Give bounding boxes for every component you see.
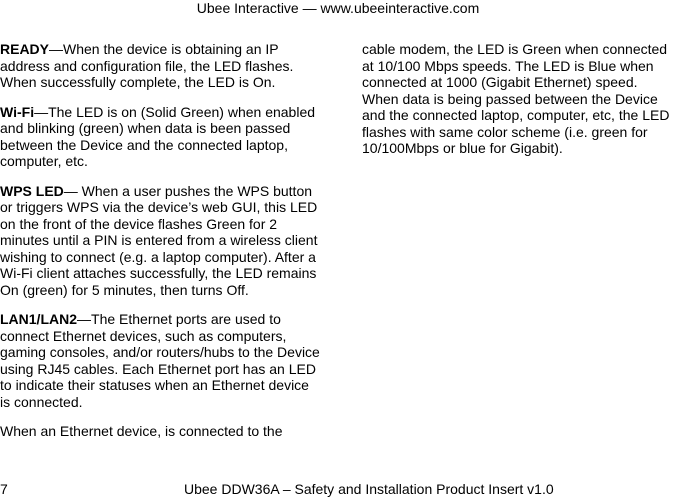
- lan-description: —The Ethernet ports are used to connect Ethernet devices, such as computers, gaming consoles, and/or routers/hubs to the Device using RJ45 cables. Each Ethernet port has an LED to indicate their statuses when an Ethernet device is connected.: [0, 311, 320, 410]
- wifi-description: —The LED is on (Solid Green) when enabled and blinking (green) when data is been passed between the Device and the connected laptop, computer, etc.: [0, 103, 316, 169]
- wps-paragraph: [0, 183, 322, 299]
- wifi-paragraph: [0, 104, 322, 170]
- ready-paragraph: [0, 41, 322, 91]
- ethernet-intro-paragraph: When an Ethernet device, is connected to the: [0, 423, 283, 439]
- wifi-term: Wi-Fi: [0, 103, 35, 120]
- wps-description: — When a user pushes the WPS button or triggers WPS via the device’s web GUI, this LED on the front of the device flashes Green for 2 minutes until a PIN is entered from a wireless client wishing to connect (e.g. a laptop computer). After a Wi-Fi client attaches successfully, the LED remains On (green) for 5 minutes, then turns Off.: [0, 182, 318, 298]
- lan-paragraph: [0, 311, 322, 410]
- right-column: [362, 41, 676, 170]
- ready-description: —When the device is obtaining an IP address and configuration file, the LED flashes. When successfully complete, the LED is On.: [0, 41, 294, 90]
- ethernet-continued-paragraph: cable modem, the LED is Green when connected at 10/100 Mbps speeds. The LED is Blue when connected at 1000 (Gigabit Ethernet) speed. When data is being passed between the Device and the connected laptop, computer, etc, the LED flashes with same color scheme (i.e. green for 10/100Mbps or blue for Gigabit).: [362, 41, 670, 156]
- page-footer: [0, 481, 676, 497]
- page-header: Ubee Interactive — www.ubeeinteractive.com: [196, 0, 480, 16]
- page-number: 7: [0, 481, 8, 497]
- wps-term: WPS LED: [0, 182, 64, 199]
- ready-term: READY: [0, 41, 50, 57]
- footer-title: Ubee DDW36A – Safety and Installation Product Insert v1.0: [184, 481, 554, 497]
- lan-term: LAN1/LAN2: [0, 311, 78, 327]
- left-column: [0, 41, 322, 453]
